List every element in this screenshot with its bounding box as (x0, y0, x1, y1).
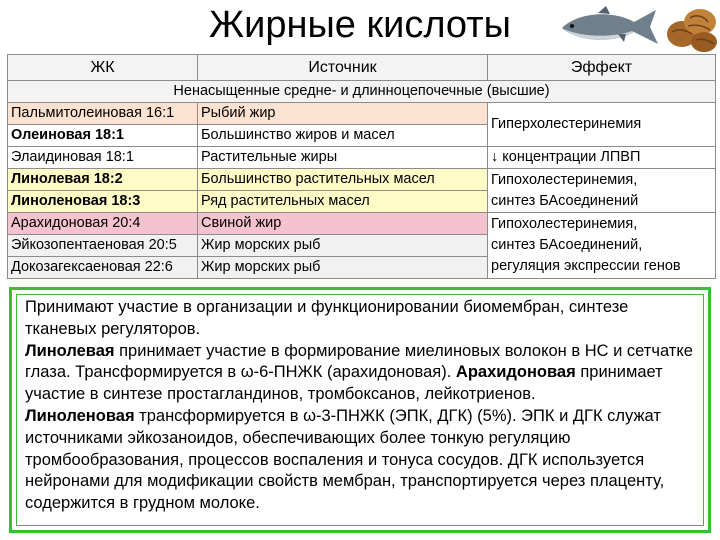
table-subheader-row (8, 81, 716, 103)
effect-text: синтез БАсоединений, (491, 237, 643, 253)
linoleic-term: Линолевая (25, 341, 115, 360)
paragraph-1 (17, 295, 703, 341)
source-cell: Большинство жиров и масел (198, 125, 488, 147)
effect-cell (488, 213, 716, 279)
header-source: Источник (198, 55, 488, 81)
header-acid: ЖК (8, 55, 198, 81)
fatty-acids-table (7, 54, 716, 279)
table-subheader: Ненасыщенные средне- и длинноцепочечные (высшие) (8, 81, 716, 103)
table-row (8, 213, 716, 235)
table-row (8, 169, 716, 191)
source-cell: Свиной жир (198, 213, 488, 235)
acid-cell: Докозагексаеновая 22:6 (8, 257, 198, 279)
paragraph-3 (17, 406, 703, 515)
effect-cell (488, 169, 716, 213)
paragraph-2-text-a: принимает участие в формирование миелиновых волокон в НС и сетчатке глаза. Трансформируется в ω-6-ПНЖК (арахидоновая). (25, 341, 693, 382)
acid-cell: Линоленовая 18:3 (8, 191, 198, 213)
effect-cell (488, 147, 716, 169)
paragraph-1-text: Принимают участие в организации и функционировании биомембран, синтезе тканевых регуляторов. (25, 298, 629, 338)
effect-text: ↓ концентрации ЛПВП (491, 149, 641, 165)
acid-cell: Пальмитолеиновая 16:1 (8, 103, 198, 125)
acid-cell: Элаидиновая 18:1 (8, 147, 198, 169)
effect-text: Гиперхолестеринемия (491, 116, 642, 132)
nuts-image (664, 4, 720, 54)
effect-cell (488, 103, 716, 147)
effect-text: Гипохолестеринемия, (491, 216, 638, 232)
source-cell: Жир морских рыб (198, 257, 488, 279)
acid-cell: Линолевая 18:2 (8, 169, 198, 191)
source-cell: Ряд растительных масел (198, 191, 488, 213)
paragraph-2-text-b: принимает участие в синтезе простагландинов, тромбоксанов, лейкотриенов. (25, 363, 663, 404)
effect-text: синтез БАсоединений (491, 192, 639, 209)
table-row (8, 147, 716, 169)
effect-text: регуляция экспрессии генов (491, 258, 681, 274)
paragraph-2 (17, 341, 703, 406)
effect-text: Гипохолестеринемия, (491, 171, 638, 188)
table-row (8, 103, 716, 125)
description-panel (9, 287, 711, 533)
header-effect: Эффект (488, 55, 716, 81)
source-cell: Рыбий жир (198, 103, 488, 125)
page-title: Жирные кислоты (209, 4, 511, 46)
arachidonic-term: Арахидоновая (455, 363, 576, 382)
linolenic-term: Линоленовая (25, 406, 135, 425)
fish-image (558, 4, 662, 50)
acid-cell: Арахидоновая 20:4 (8, 213, 198, 235)
description-panel-border (16, 294, 704, 526)
source-cell: Жир морских рыб (198, 235, 488, 257)
acid-cell: Олеиновая 18:1 (8, 125, 198, 147)
table-header-row (8, 55, 716, 81)
source-cell: Большинство растительных масел (198, 169, 488, 191)
paragraph-3-text: трансформируется в ω-3-ПНЖК (ЭПК, ДГК) (5%). ЭПК и ДГК служат источниками эйкозаноидов, обеспечивающих более тонкую регуляцию тромбообразования, процессов воспаления и тонуса сосудов. ДГК используется нейронами для модификации свойств мембран, транспортируется через плаценту, содержится в грудном молоке. (25, 406, 665, 513)
acid-cell: Эйкозопентаеновая 20:5 (8, 235, 198, 257)
source-cell: Растительные жиры (198, 147, 488, 169)
